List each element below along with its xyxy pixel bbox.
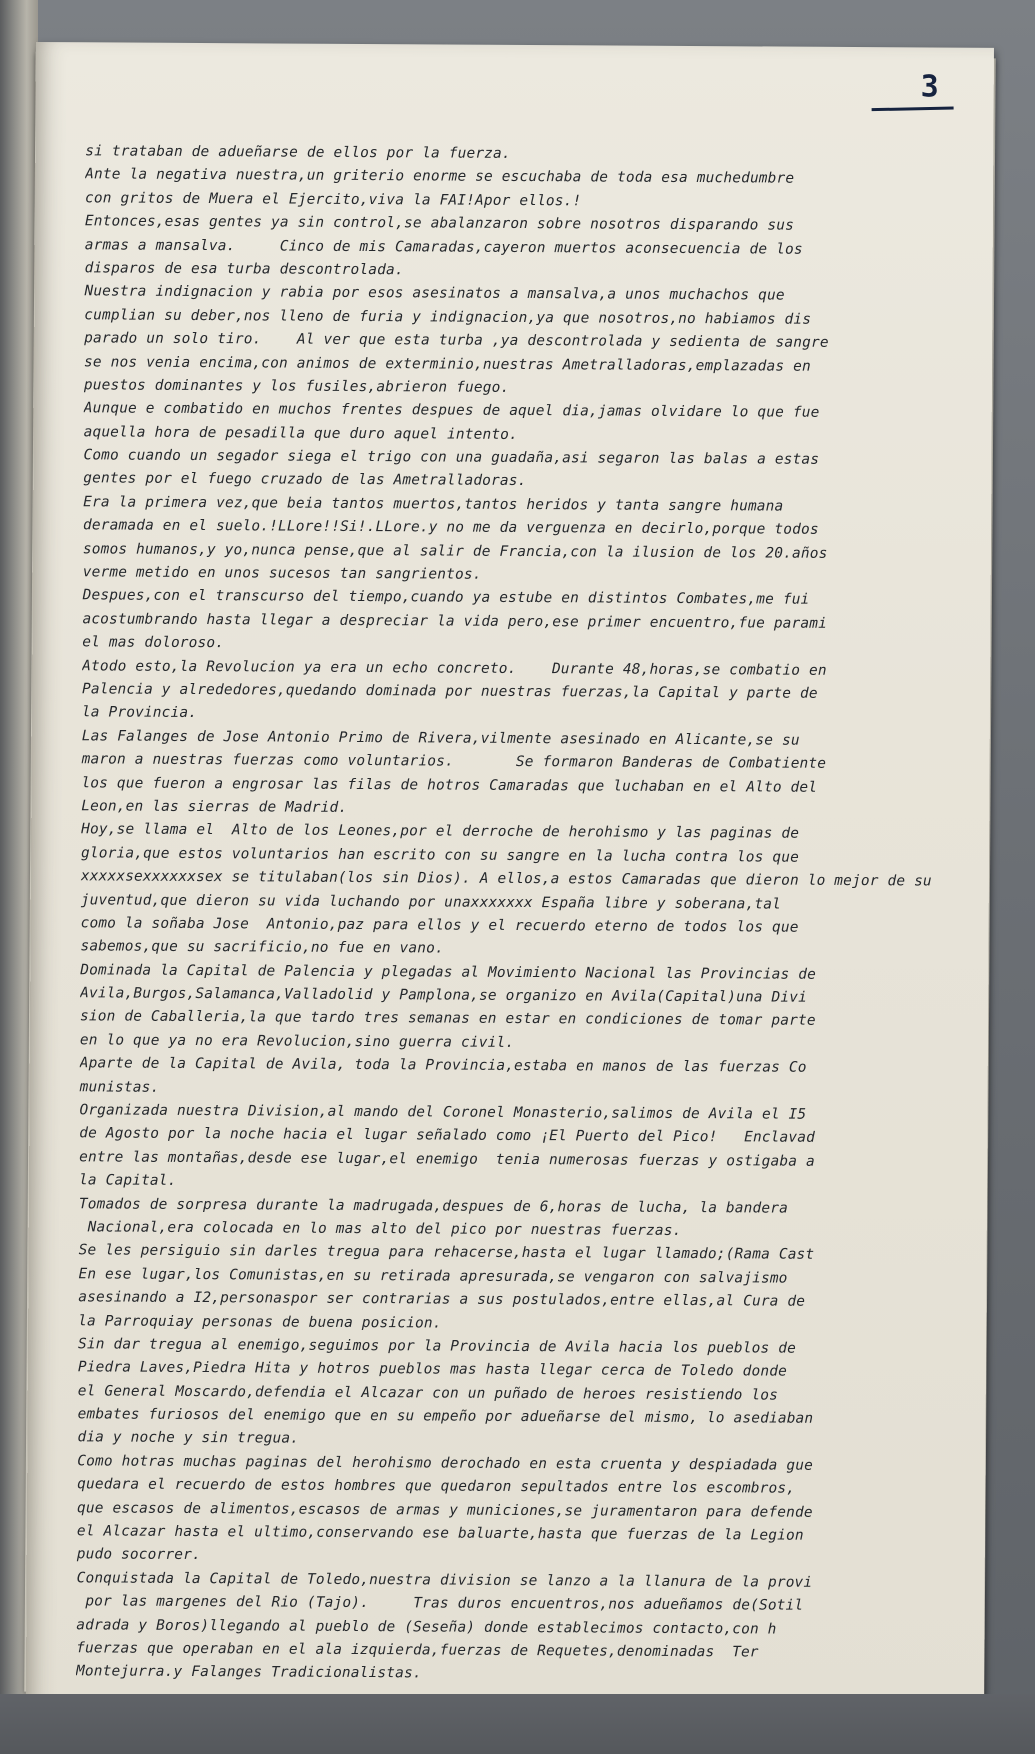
text-line: el General Moscardo,defendia el Alcazar con un puñado de heroes resistiendo los [77, 1382, 779, 1404]
text-line: asesinando a I2,personaspor ser contrarias a sus postulados,entre ellas,al Cura de [78, 1289, 806, 1310]
text-line: Palencia y alrededores,quedando dominada por nuestras fuerzas,la Capital y parte de [81, 681, 818, 702]
text-line: pudo socorrer. [76, 1546, 201, 1564]
text-line: aquella hora de pesadilla que duro aquel intento. [83, 423, 519, 443]
text-line: somos humanos,y yo,nunca pense,que al salir de Francia,con la ilusion de los 20.años [82, 540, 828, 562]
text-line: Sin dar tregua al enemigo,seguimos por la Provincia de Avila hacia los pueblos de [77, 1336, 797, 1357]
text-line: puestos dominantes y los fusiles,abrieron fuego. [83, 377, 510, 396]
text-line: Ante la negativa nuestra,un griterio enorme se escuchaba de toda esa muchedumbre [85, 166, 795, 188]
text-line: verme metido en unos sucesos tan sangrientos. [82, 564, 482, 583]
page-number: 3 [920, 69, 939, 105]
text-line: Aunque e combatido en muchos frentes despues de aquel dia,jamas olvidare lo que fue [83, 400, 820, 422]
text-line: en lo que ya no era Revolucion,sino guerra civil. [79, 1032, 515, 1051]
text-line: xxxxxsexxxxxxsex se titulaban(los sin Dios). A ellos,a estos Camaradas que dieron lo mejor de su [80, 868, 932, 890]
text-line: Como hotras muchas paginas del herohismo derochado en esta cruenta y despiadada gue [77, 1453, 814, 1474]
text-line: Atodo esto,la Revolucion ya era un echo concreto. Durante 48,horas,se combatio en [82, 657, 827, 679]
text-line: gentes por el fuego cruzado de las Ametralladoras. [83, 470, 527, 490]
text-line: los que fueron a engrosar las filas de hotros Camaradas que luchaban en el Alto del [81, 774, 818, 796]
text-line: como la soñaba Jose Antonio,paz para ellos y el recuerdo eterno de todos los que [80, 915, 799, 936]
text-line: se nos venia encima,con animos de exterminio,nuestras Ametralladoras,emplazadas en [83, 353, 811, 375]
text-line: con gritos de Muera el Ejercito,viva la FAI!Apor ellos.! [84, 190, 582, 210]
text-line: adrada y Boros)llegando al pueblo de (Seseña) donde establecimos contacto,con h [76, 1616, 777, 1638]
text-line: embates furiosos del enemigo que en su empeño por adueñarse del mismo, lo asediaban [77, 1406, 814, 1427]
text-line: Nacional,era colocada en lo mas alto del pico por nuestras fuerzas. [78, 1219, 682, 1239]
text-line: deramada en el suelo.!LLore!!Si!.LLore.y no me da verguenza en decirlo,porque todos [82, 517, 819, 539]
text-line: dia y noche y sin tregua. [77, 1429, 300, 1448]
text-line: Leon,en las sierras de Madrid. [81, 798, 348, 816]
text-line: Como cuando un segador siega el trigo con una guadaña,asi segaron las balas a estas [83, 447, 820, 468]
text-line: fuerzas que operaban en el ala izquierda,fuerzas de Requetes,denominadas Ter [76, 1640, 759, 1661]
body-text [76, 140, 965, 1689]
text-line: sion de Caballeria,la que tardo tres semanas en estar en condiciones de tomar parte [79, 1008, 816, 1030]
text-line: entre las montañas,desde ese lugar,el enemigo tenia numerosas fuerzas y ostigaba a [79, 1149, 815, 1170]
text-line: cumplian su deber,nos lleno de furia y indignacion,ya que nosotros,no habiamos dis [84, 307, 812, 328]
text-line: Se les persiguio sin darles tregua para rehacerse,hasta el lugar llamado;(Rama Cast [78, 1242, 815, 1264]
text-line: el mas doloroso. [82, 634, 225, 652]
text-line: Montejurra.y Falanges Tradicionalistas. [75, 1663, 422, 1682]
text-line: Piedra Laves,Piedra Hita y hotros pueblos mas hasta llegar cerca de Toledo donde [77, 1359, 788, 1380]
text-line: Despues,con el transcurso del tiempo,cuando ya estube en distintos Combates,me fui [82, 587, 810, 609]
text-line: armas a mansalva. Cinco de mis Camaradas,cayeron muertos aconsecuencia de los [84, 236, 803, 258]
text-line: En ese lugar,los Comunistas,en su retirada apresurada,se vengaron con salvajismo [78, 1266, 788, 1287]
text-line: la Capital. [78, 1172, 177, 1190]
text-line: Tomados de sorpresa durante la madrugada,despues de 6,horas de lucha, la bandera [78, 1195, 789, 1217]
text-line: gloria,que estos voluntarios han escrito con su sangre en la lucha contra los que [80, 845, 800, 866]
text-line: por las margenes del Rio (Tajo). Tras duros encuentros,nos adueñamos de(Sotil [76, 1593, 804, 1614]
text-line: Era la primera vez,que beia tantos muertos,tantos heridos y tanta sangre humana [83, 494, 784, 515]
text-line: el Alcazar hasta el ultimo,conservando ese baluarte,hasta que fuerzas de la Legion [76, 1523, 804, 1544]
text-line: Entonces,esas gentes ya sin control,se abalanzaron sobre nosotros disparando sus [84, 213, 795, 234]
text-line: Conquistada la Capital de Toledo,nuestra division se lanzo a la llanura de la provi [76, 1570, 813, 1591]
text-line: quedara el recuerdo de estos hombres que quedaron sepultados entre los escombros, [77, 1476, 796, 1497]
text-line: juventud,que dieron su vida luchando por unaxxxxxxx España libre y soberana,tal [80, 891, 782, 913]
text-line: parado un solo tiro. Al ver que esta turba ,ya descontrolada y sedienta de sangre [84, 330, 829, 351]
text-line: acostumbrando hasta llegar a despreciar la vida pero,ese primer encuentro,fue parami [82, 611, 828, 632]
text-line: Aparte de la Capital de Avila, toda la Provincia,estaba en manos de las fuerzas Co [79, 1055, 807, 1076]
text-line: la Provincia. [81, 704, 198, 722]
text-line: Organizada nuestra Division,al mando del Coronel Monasterio,salimos de Avila el I5 [79, 1102, 807, 1123]
text-line: disparos de esa turba descontrolada. [84, 260, 404, 279]
text-line: si trataban de adueñarse de ellos por la fuerza. [85, 143, 511, 162]
text-line: munistas. [79, 1078, 160, 1096]
text-line: que escasos de alimentos,escasos de armas y municiones,se juramentaron para defende [76, 1499, 813, 1521]
text-line: Las Falanges de Jose Antonio Primo de Rivera,vilmente asesinado en Alicante,se su [81, 728, 800, 749]
table-surface [0, 1694, 1035, 1754]
page-number-underline [872, 107, 954, 112]
text-line: Hoy,se llama el Alto de los Leones,por el derroche de herohismo y las paginas de [81, 821, 800, 843]
text-line: la Parroquiay personas de buena posicion. [78, 1312, 442, 1332]
text-line: Dominada la Capital de Palencia y plegadas al Movimiento Nacional las Provincias de [80, 961, 817, 983]
typewritten-page [26, 42, 994, 1718]
text-line: Avila,Burgos,Salamanca,Valladolid y Pamplona,se organizo en Avila(Capital)una Divi [80, 985, 808, 1006]
text-line: de Agosto por la noche hacia el lugar señalado como ¡El Puerto del Pico! Enclavad [79, 1125, 816, 1147]
text-line: sabemos,que su sacrificio,no fue en vano. [80, 938, 444, 957]
text-line: maron a nuestras fuerzas como voluntarios. Se formaron Banderas de Combatiente [81, 751, 827, 772]
text-line: Nuestra indignacion y rabia por esos asesinatos a mansalva,a unos muchachos que [84, 283, 785, 304]
